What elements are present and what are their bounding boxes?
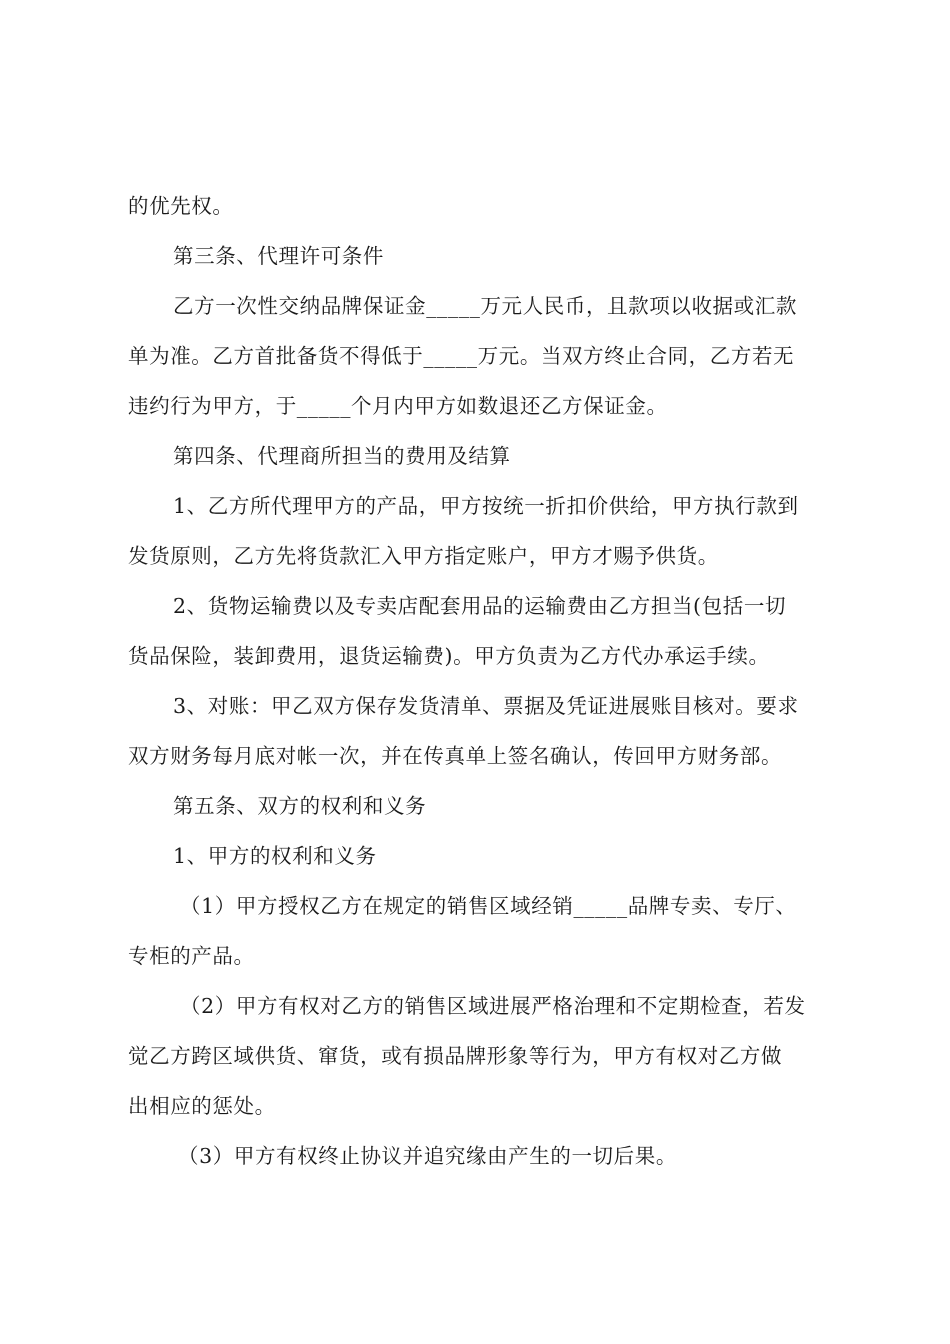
text-line: 1、乙方所代理甲方的产品，甲方按统一折扣价供给，甲方执行款到 bbox=[173, 494, 799, 518]
text-line: 发货原则，乙方先将货款汇入甲方指定账户，甲方才赐予供货。 bbox=[128, 544, 719, 568]
section-heading: 第五条、双方的权利和义务 bbox=[173, 794, 427, 818]
article-5-clause-2 bbox=[128, 981, 832, 1131]
text-line: （3）甲方有权终止协议并追究缘由产生的一切后果。 bbox=[178, 1144, 677, 1168]
text-line: （1）甲方授权乙方在规定的销售区域经销_____品牌专卖、专厅、 bbox=[180, 894, 797, 918]
subsection-heading: 1、甲方的权利和义务 bbox=[173, 844, 377, 868]
article-4-item-1 bbox=[128, 481, 832, 581]
section-heading: 第三条、代理许可条件 bbox=[173, 244, 384, 268]
text-line: 觉乙方跨区域供货、窜货，或有损品牌形象等行为，甲方有权对乙方做 bbox=[128, 1044, 783, 1068]
article-5-subheading bbox=[128, 831, 832, 881]
text-line: 出相应的惩处。 bbox=[128, 1094, 276, 1118]
article-4-item-3 bbox=[128, 681, 832, 781]
text-line: 单为准。乙方首批备货不得低于_____万元。当双方终止合同，乙方若无 bbox=[128, 344, 795, 368]
text-line: 2、货物运输费以及专卖店配套用品的运输费由乙方担当(包括一切 bbox=[173, 594, 787, 618]
text-line: 专柜的产品。 bbox=[128, 944, 255, 968]
article-5-clause-1 bbox=[128, 881, 832, 981]
article-4-item-2 bbox=[128, 581, 832, 681]
section-heading: 第四条、代理商所担当的费用及结算 bbox=[173, 444, 511, 468]
text-line: 的优先权。 bbox=[128, 194, 234, 218]
document-body bbox=[128, 181, 832, 1181]
article-5-heading bbox=[128, 781, 832, 831]
text-line: 违约行为甲方，于_____个月内甲方如数退还乙方保证金。 bbox=[128, 394, 668, 418]
article-4-heading bbox=[128, 431, 832, 481]
text-line: 货品保险，装卸费用，退货运输费)。甲方负责为乙方代办承运手续。 bbox=[128, 644, 770, 668]
article-5-clause-3 bbox=[128, 1131, 832, 1181]
paragraph-continuation bbox=[128, 181, 832, 231]
text-line: （2）甲方有权对乙方的销售区域进展严格治理和不定期检查，若发 bbox=[180, 994, 806, 1018]
article-3-heading bbox=[128, 231, 832, 281]
text-line: 3、对账：甲乙双方保存发货清单、票据及凭证进展账目核对。要求 bbox=[173, 694, 799, 718]
text-line: 双方财务每月底对帐一次，并在传真单上签名确认，传回甲方财务部。 bbox=[128, 744, 783, 768]
article-3-paragraph bbox=[128, 281, 832, 431]
text-line: 乙方一次性交纳品牌保证金_____万元人民币，且款项以收据或汇款 bbox=[173, 294, 797, 318]
